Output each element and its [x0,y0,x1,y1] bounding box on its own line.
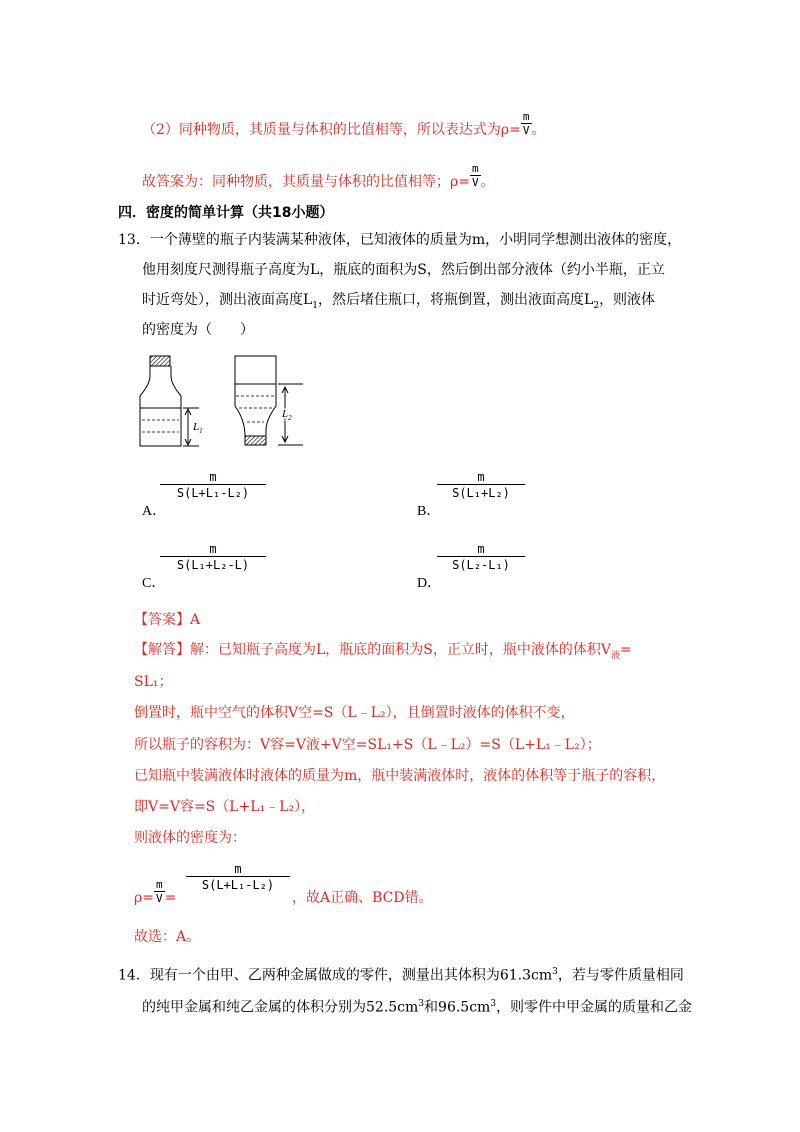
frac-num: m [522,109,530,123]
solution-tag: 【解答】 [134,642,190,658]
q14-line1b: ，若与零件质量相同 [557,967,684,984]
sup-3c: 3 [490,999,497,1009]
part2-line [142,109,546,140]
solution-line6: 即V=V容=S（L+L₁﹣L₂）， [134,799,316,815]
part2-suffix: 。 [531,122,546,138]
sup-3: 3 [552,967,558,977]
solution-line1 [134,640,632,666]
solution-line3: 倒置时，瓶中空气的体积V空=S（L﹣L₂），且倒置时液体的体积不变， [134,705,575,721]
frac-num: m [471,161,479,175]
answer-tag: 【答案】A [134,612,201,628]
solution-line2: SL₁； [134,674,173,690]
option-d-fraction [437,542,525,573]
option-c-label[interactable]: C． [142,576,166,591]
option-b-fraction [437,470,525,501]
part2-text: （2）同种物质，其质量与体积的比值相等，所以表达式为ρ= [142,122,521,138]
option-a-num: m [209,470,217,484]
option-d-den: S(L₂-L₁) [437,556,525,573]
q14-line1a: 14．现有一个由甲、乙两种金属做成的零件，测量出其体积为61.3cm [118,967,553,984]
option-b-label[interactable]: B． [417,504,441,519]
answer-text: 故答案为：同种物质，其质量与体积的比值相等；ρ= [142,174,470,190]
option-c-num: m [209,542,217,556]
sub-1: 1 [312,300,319,311]
option-a-fraction [160,470,266,501]
upright-bottle [140,356,203,446]
solution-line5: 已知瓶中装满液体时液体的质量为m，瓶中装满液体时，液体的体积等于瓶子的容积， [134,768,666,784]
option-b-den: S(L₁+L₂) [437,484,525,501]
answer-suffix: 。 [480,174,495,190]
option-c-den: S(L₁+L₂-L) [160,556,266,573]
q14-line2c: ，则零件中甲金属的质量和乙金 [496,999,693,1016]
label-L2: $L_2$ [282,408,292,422]
solution-line7: 则液体的密度为： [134,830,246,846]
density-fraction [521,110,532,137]
q13-line2: 他用刻度尺测得瓶子高度为L，瓶底的面积为S，然后倒出部分液体（约小半瓶，正立 [142,262,665,278]
q13-line3a: 时近弯处），测出液面高度L [142,292,313,308]
density-fraction-2 [470,162,481,189]
inverted-bottle [235,356,303,445]
q14-line2a: 的纯甲金属和纯乙金属的体积分别为52.5cm [142,999,419,1016]
rho-conclusion: ，故A正确、BCD错。 [292,890,433,906]
option-a-label[interactable]: A． [142,504,167,519]
q13-line1: 13．一个薄壁的瓶子内装满某种液体，已知液体的质量为m，小明同学想测出液体的密度， [118,232,682,248]
solution-l1-end: = [620,642,632,658]
section-title: 四．密度的简单计算（共18小题） [118,205,334,221]
frac-num: m [155,877,163,891]
q14-line1 [118,962,684,986]
sup-3b: 3 [418,999,425,1009]
solution-line4: 所以瓶子的容积为：V容=V液+V空=SL₁+S（L﹣L₂）=S（L+L₁﹣L₂）； [134,737,601,753]
option-b-num: m [477,470,485,484]
q13-line4: 的密度为（ ） [142,322,254,338]
answer-line-1 [142,161,495,192]
option-a-den: S(L+L₁-L₂) [160,484,266,501]
frac-den: V [522,123,530,137]
sub-2: 2 [593,300,600,311]
choice-line: 故选：A。 [134,929,201,945]
option-d-num: m [477,542,485,556]
frac-den: V [155,891,163,905]
option-c-fraction [160,542,266,573]
rho-prefix: ρ= [134,890,154,906]
rho-full-fraction [186,862,290,893]
q13-line3 [142,290,655,316]
solution-l1-sub: 液 [611,650,621,661]
rho-expression [134,877,177,908]
q14-line2b: 和96.5cm [424,999,491,1016]
frac-den: V [471,175,479,189]
q13-line3b: ，然后堵住瓶口，将瓶倒置，测出液面高度L [318,292,594,308]
rho-full-den: S(L+L₁-L₂) [186,876,290,893]
q14-line2 [142,994,692,1018]
solution-l1: 解：已知瓶子高度为L，瓶底的面积为S，正立时，瓶中液体的体积V [190,642,611,658]
rho-full-num: m [234,862,242,876]
option-d-label[interactable]: D． [417,576,442,591]
bottle-diagram [135,352,325,452]
rho-eq: = [164,890,177,906]
q13-line3c: ，则液体 [599,292,656,308]
rho-mv-fraction [154,878,165,905]
label-L1: $L_1$ [193,421,203,435]
